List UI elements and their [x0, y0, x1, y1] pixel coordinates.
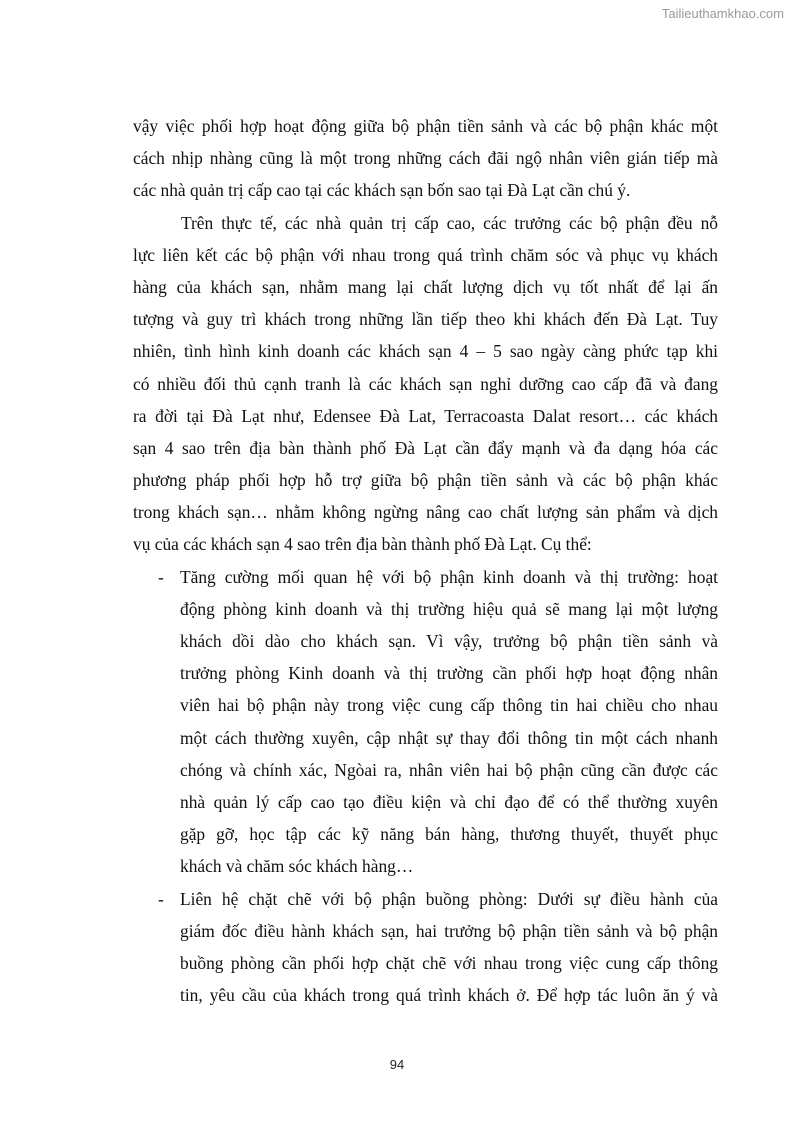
- text-line: Liên hệ chặt chẽ với bộ phận buồng phòng: Dưới sự điều hành của: [180, 888, 718, 909]
- text-line: sạn 4 sao trên địa bàn thành phố Đà Lạt cần đẩy mạnh và đa dạng hóa các: [133, 437, 718, 458]
- bullet-marker: -: [158, 566, 164, 587]
- text-line: Trên thực tế, các nhà quản trị cấp cao, các trưởng các bộ phận đều nỗ: [181, 212, 718, 233]
- document-body: [133, 110, 718, 1011]
- text-line: chóng và chính xác, Ngòai ra, nhân viên hai bộ phận cũng cần được các: [180, 759, 718, 780]
- text-line: tượng và guy trì khách trong những lần tiếp theo khi khách đến Đà Lạt. Tuy: [133, 309, 718, 330]
- text-line: ra đời tại Đà Lạt như, Edensee Đà Lat, Terracoasta Dalat resort… các khách: [133, 405, 718, 426]
- bullet-body: [180, 561, 718, 883]
- text-line: giám đốc điều hành khách sạn, hai trưởng bộ phận tiền sảnh và bộ phận: [180, 920, 718, 941]
- paragraph-2: [133, 207, 718, 561]
- text-line: trưởng phòng Kinh doanh và thị trường cần phối hợp hoạt động nhân: [180, 663, 718, 684]
- paragraph-1: [133, 110, 718, 207]
- text-line: cách nhịp nhàng cũng là một trong những cách đãi ngộ nhân viên gián tiếp mà: [133, 148, 718, 169]
- text-line: lực liên kết các bộ phận với nhau trong quá trình chăm sóc và phục vụ khách: [133, 244, 718, 265]
- watermark: Tailieuthamkhao.com: [661, 6, 784, 21]
- text-line: phương pháp phối hợp hỗ trợ giữa bộ phận tiền sảnh và các bộ phận khác: [133, 470, 718, 491]
- text-line: các nhà quản trị cấp cao tại các khách sạn bốn sao tại Đà Lạt cần chú ý.: [133, 180, 631, 201]
- text-line: một cách thường xuyên, cập nhật sự thay đổi thông tin một cách nhanh: [180, 727, 718, 748]
- text-line: buồng phòng cần phối hợp chặt chẽ với nhau trong việc cung cấp thông: [180, 952, 718, 973]
- text-line: động phòng kinh doanh và thị trường hiệu quả sẽ mang lại một lượng: [180, 598, 718, 619]
- bullet-item-sales: [133, 561, 718, 883]
- bullet-item-housekeeping: [133, 883, 718, 1012]
- text-line: hàng của khách sạn, nhằm mang lại chất lượng dịch vụ tốt nhất để lại ấn: [133, 276, 718, 297]
- text-line: vụ của các khách sạn 4 sao trên địa bàn thành phố Đà Lạt. Cụ thể:: [133, 534, 592, 555]
- text-line: gặp gỡ, học tập các kỹ năng bán hàng, thương thuyết, thuyết phục: [180, 824, 718, 845]
- text-line: Tăng cường mối quan hệ với bộ phận kinh doanh và thị trường: hoạt: [180, 566, 718, 587]
- text-line: khách và chăm sóc khách hàng…: [180, 856, 414, 877]
- text-line: nhiên, tình hình kinh doanh các khách sạn 4 – 5 sao ngày càng phức tạp khi: [133, 341, 718, 362]
- bullet-body: [180, 883, 718, 1012]
- page-number: 94: [389, 1057, 405, 1072]
- text-line: có nhiều đối thủ cạnh tranh là các khách sạn nghỉ dưỡng cao cấp đã và đang: [133, 373, 718, 394]
- text-line: viên hai bộ phận này trong việc cung cấp thông tin hai chiều cho nhau: [180, 695, 718, 716]
- text-line: tin, yêu cầu của khách trong quá trình khách ở. Để hợp tác luôn ăn ý và: [180, 985, 718, 1006]
- text-line: trong khách sạn… nhằm không ngừng nâng cao chất lượng sản phẩm và dịch: [133, 502, 718, 523]
- bullet-marker: -: [158, 888, 164, 909]
- text-line: khách dồi dào cho khách sạn. Vì vậy, trưởng bộ phận tiền sảnh và: [180, 631, 718, 651]
- text-line: nhà quản lý cấp cao tạo điều kiện và chỉ đạo để có thể thường xuyên: [180, 791, 718, 812]
- text-line: vậy việc phối hợp hoạt động giữa bộ phận tiền sảnh và các bộ phận khác một: [133, 116, 718, 136]
